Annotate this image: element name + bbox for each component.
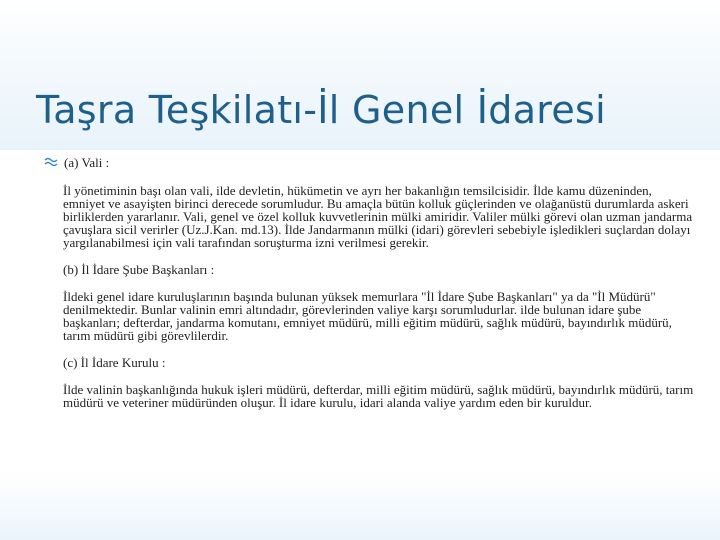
vali-heading: (a) Vali : <box>64 154 110 170</box>
idare-kurulu-paragraph: İlde valinin başkanlığında hukuk işleri müdürü, defterdar, milli eğitim müdürü, sağlık müdürü, bayındırlık müdürü, tarım müdürü ve veteriner müdüründen oluşur. İl idare kurulu, idari alanda valiye yardım eden bir kuruldur. <box>63 382 694 410</box>
slide-title: Taşra Teşkilatı-İl Genel İdaresi <box>36 88 607 132</box>
sube-baskanlari-heading: (b) İl İdare Şube Başkanları : <box>63 262 215 277</box>
sube-baskanlari-paragraph: İldeki genel idare kuruluşlarının başında bulunan yüksek memurlara "İl İdare Şube Başkanları" ya da "İl Müdürü" denilmektedir. Bunlar valinin emri altındadır, görevlerinden valiye karşı sorumludurlar. ilde bulunan idare şube başkanları; defterdar, jandarma komutanı, emniyet müdürü, milli eğitim müdürü, sağlık müdürü, bayındırlık müdürü, tarım müdürü gibi görevlilerdir. <box>63 289 672 343</box>
idare-kurulu-heading: (c) İl İdare Kurulu : <box>63 355 166 370</box>
footer-background <box>0 470 720 540</box>
vali-paragraph: İl yönetiminin başı olan vali, ilde devletin, hükümetin ve ayrı her bakanlığın temsilcisidir. İlde kamu düzeninden, emniyet ve asayişten birinci derecede sorumludur. Bu amaçla bütün kolluk güçlerinden ve olağanüstü durumlarda askeri birliklerden yararlanır. Vali, genel ve özel kolluk kuvvetlerinin mülki amiridir. Valiler mülki görevi olan uzman jandarma çavuşlara sicil verirler (Uz.J.Kan. md.13). İlde Jandarmanın mülki (idari) görevleri sebebiyle işledikleri suçlardan dolayı yargılanabilmesi için vali tarafından soruşturma izni verilmesi gerekir. <box>63 183 693 250</box>
slide-content <box>44 154 694 409</box>
bullet-item-vali <box>44 154 694 170</box>
wave-bullet-icon <box>44 157 60 167</box>
